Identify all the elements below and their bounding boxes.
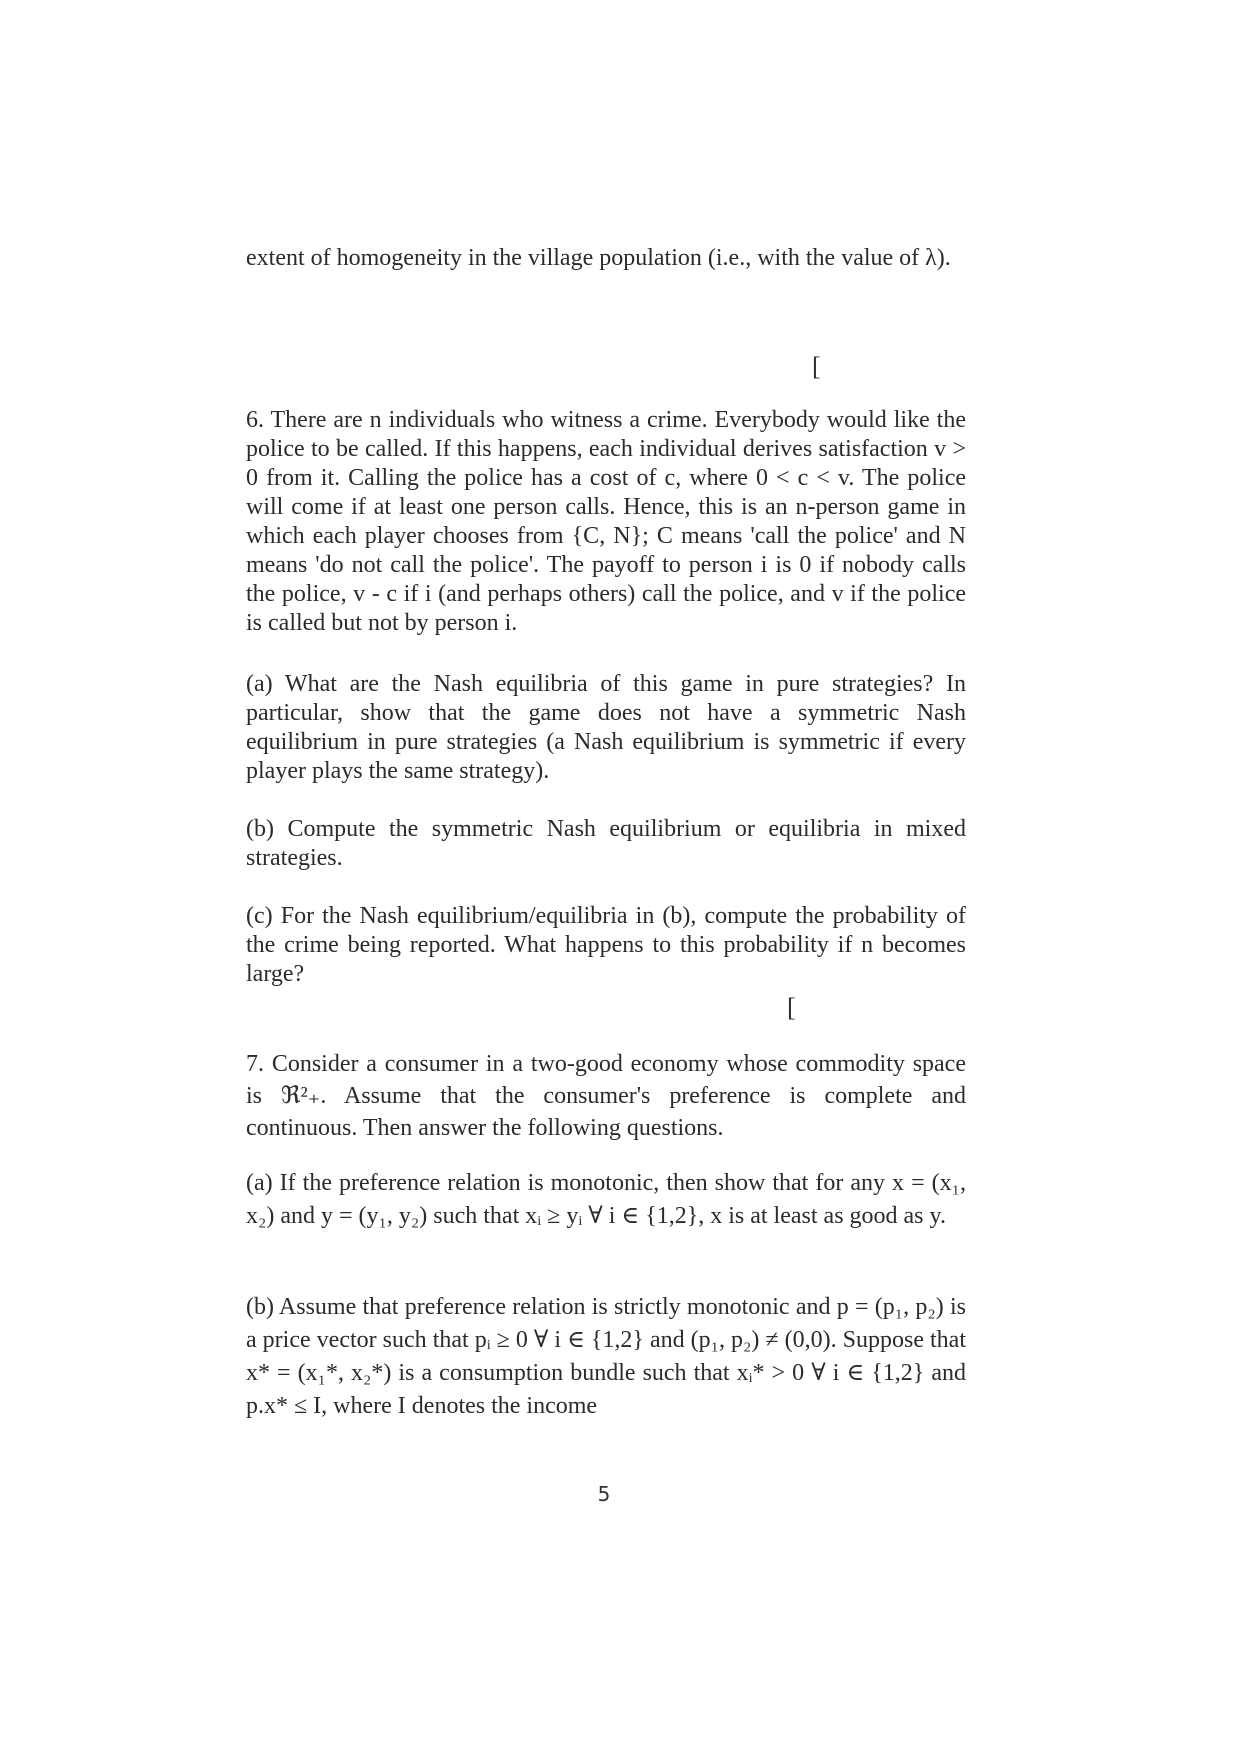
question-7a-paragraph: (a) If the preference relation is monotonic, then show that for any x = (x₁, x₂) and y = (y₁, y₂) such that xᵢ ≥ yᵢ ∀ i ∈ {1,2}, x is at least as good as y. <box>246 1170 966 1229</box>
question-7b-paragraph: (b) Assume that preference relation is strictly monotonic and p = (p₁, p₂) is a price vector such that pᵢ ≥ 0 ∀ i ∈ {1,2} and (p₁, p₂) ≠ (0,0). Suppose that x* = (x₁*, x₂*) is a consumption bundle such that xᵢ* > 0 ∀ i ∈ {1,2} and p.x* ≤ I, where I denotes the income <box>246 1294 966 1419</box>
question-7-paragraph: 7. Consider a consumer in a two-good economy whose commodity space is ℜ²₊. Assume that the consumer's preference is complete and continuous. Then answer the following questions. <box>246 1051 966 1141</box>
continuation-paragraph: extent of homogeneity in the village population (i.e., with the value of λ). <box>246 245 951 271</box>
question-6a-paragraph: (a) What are the Nash equilibria of this game in pure strategies? In particular, show that the game does not have a symmetric Nash equilibrium in pure strategies (a Nash equilibrium is symmetric if every player plays the same strategy). <box>246 671 966 784</box>
question-6b-paragraph: (b) Compute the symmetric Nash equilibrium or equilibria in mixed strategies. <box>246 816 966 871</box>
question-6-paragraph: 6. There are n individuals who witness a crime. Everybody would like the police to be called. If this happens, each individual derives satisfaction v > 0 from it. Calling the police has a cost of c, where 0 < c < v. The police will come if at least one person calls. Hence, this is an n-person game in which each player chooses from {C, N}; C means 'call the police' and N means 'do not call the police'. The payoff to person i is 0 if nobody calls the police, v - c if i (and perhaps others) call the police, and v if the police is called but not by person i. <box>246 407 966 636</box>
question-6c-paragraph: (c) For the Nash equilibrium/equilibria in (b), compute the probability of the crime being reported. What happens to this probability if n becomes large? <box>246 903 966 987</box>
page-number: 5 <box>597 1482 611 1506</box>
marks-bracket: [ <box>812 352 821 381</box>
marks-bracket: [ <box>787 993 796 1022</box>
